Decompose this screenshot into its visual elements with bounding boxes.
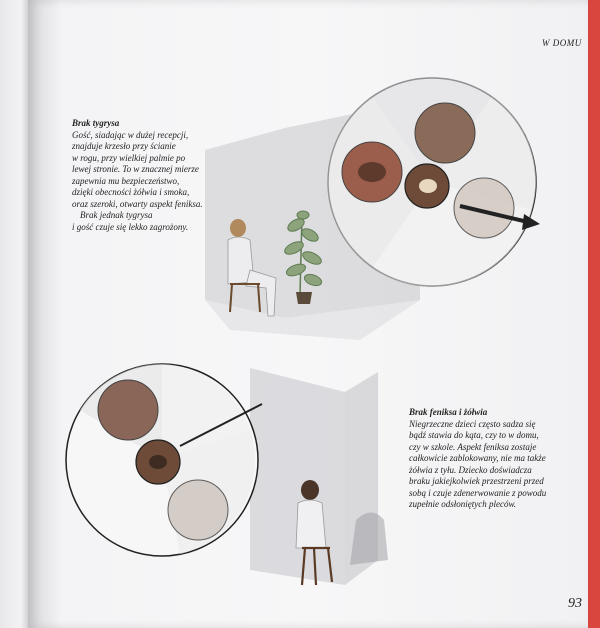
caption-line: w rogu, przy wielkiej palmie po [72, 152, 186, 163]
dragon-medallion-icon [98, 380, 158, 440]
caption-line: bądź stawia do kąta, czy to w domu, [409, 430, 539, 440]
caption-line: i gość czuje się lekko zagrożony. [72, 221, 189, 232]
section-header: W DOMU [542, 38, 582, 48]
caption-line: znajduje krzesło przy ścianie [72, 141, 176, 151]
caption-line: żółwia z tyłu. Dziecko doświadcza [409, 464, 532, 475]
plant-pot [296, 292, 312, 304]
caption-title: Brak feniksa i żółwia [409, 407, 488, 417]
caption-line: braku jakiejkolwiek przestrzeni przed [409, 476, 544, 486]
caption-line: sobą i czuje zdenerwowanie z powodu [409, 487, 547, 498]
caption-line: zupełnie odsłoniętych pleców. [409, 499, 517, 509]
caption-line: czy w szkole. Aspekt feniksa zostaje [409, 441, 537, 452]
direction-arrow-head-icon [522, 214, 540, 230]
caption-line: Gość, siadając w dużej recepcji, [72, 129, 189, 140]
caption-title: Brak tygrysa [72, 118, 120, 128]
tiger-medallion-icon [168, 480, 228, 540]
caption-line: całkowicie zablokowany, nie ma także [409, 453, 546, 463]
dragon-medallion-icon [415, 103, 475, 163]
caption-line: Brak jednak tygrysa [80, 210, 153, 220]
caption-line: zapewnia mu bezpieczeństwo, [72, 175, 180, 186]
room-wall-left [250, 368, 345, 585]
caption-line: lewej stronie. To w znacznej mierze [72, 164, 199, 174]
bottom-compass-diagram [66, 364, 262, 556]
caption-line: dzięki obecności żółwia i smoka, [72, 187, 190, 197]
bottom-room-illustration [250, 368, 388, 585]
top-compass-diagram [326, 77, 540, 287]
page-number: 93 [568, 596, 582, 611]
caption-line: Niegrzeczne dzieci często sadza się [409, 418, 536, 429]
caption-line: oraz szeroki, otwarty aspekt feniksa. [72, 198, 203, 209]
